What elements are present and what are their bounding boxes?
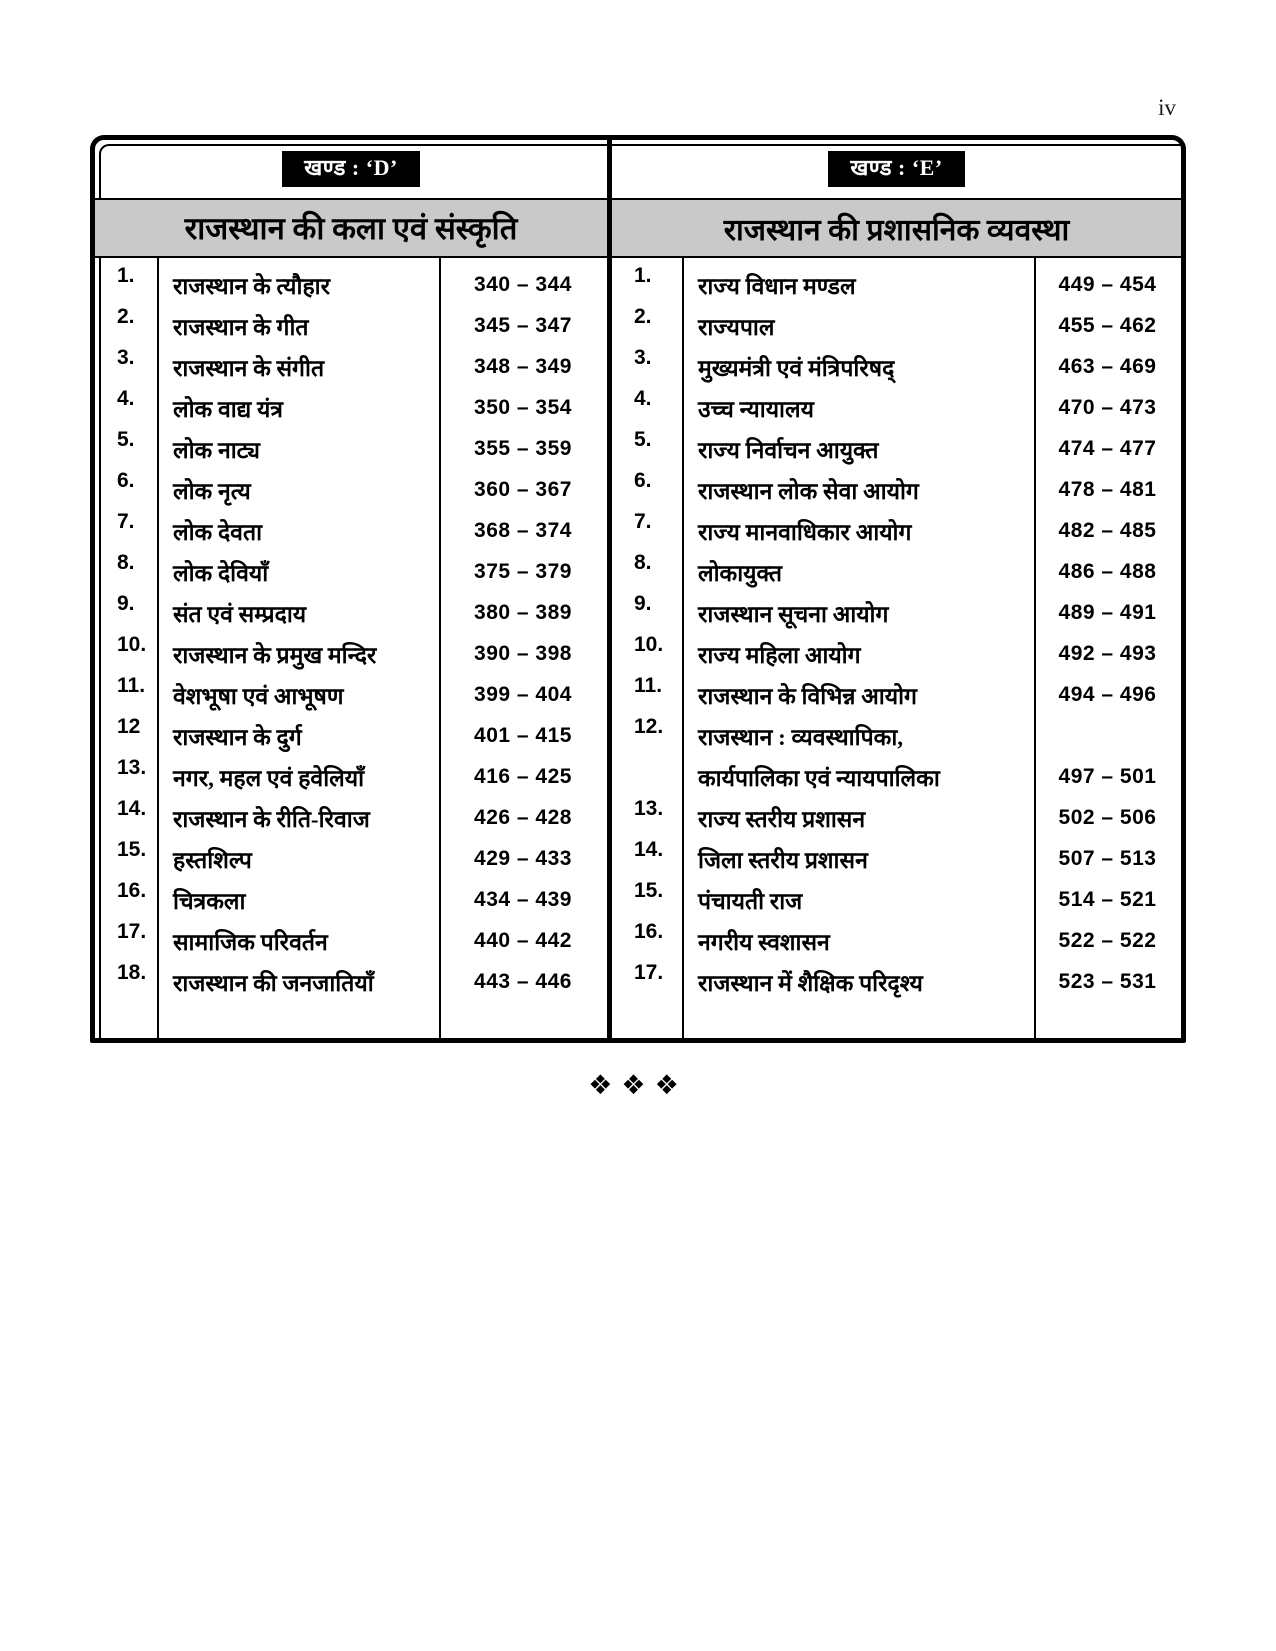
row-page-range: 440 – 442 (474, 928, 572, 952)
table-row[interactable] (95, 674, 607, 715)
table-row[interactable] (95, 469, 607, 510)
row-number: 8. (117, 551, 135, 574)
row-page-range: 426 – 428 (474, 805, 572, 829)
row-page-range: 399 – 404 (474, 682, 572, 706)
table-row[interactable] (95, 633, 607, 674)
row-number: 5. (634, 428, 652, 451)
khand-d-title: राजस्थान की कला एवं संस्कृति (95, 198, 607, 258)
row-chapter-title[interactable]: राजस्थान के प्रमुख मन्दिर (173, 642, 377, 668)
table-row[interactable] (612, 674, 1181, 715)
row-number: 15. (117, 838, 147, 861)
table-row[interactable] (612, 715, 1181, 756)
row-number: 4. (117, 387, 135, 410)
khand-d-badge-row (95, 140, 607, 198)
row-chapter-title[interactable]: मुख्यमंत्री एवं मंत्रिपरिषद् (698, 355, 895, 381)
row-number: 8. (634, 551, 652, 574)
row-chapter-title[interactable]: राजस्थान लोक सेवा आयोग (698, 478, 919, 504)
row-chapter-title[interactable]: राजस्थान के संगीत (173, 355, 325, 381)
table-row[interactable] (612, 838, 1181, 879)
table-row[interactable] (612, 592, 1181, 633)
table-row[interactable] (95, 551, 607, 592)
row-page-range: 375 – 379 (474, 559, 572, 583)
row-number: 1. (117, 264, 135, 287)
row-chapter-title[interactable]: राज्य महिला आयोग (698, 642, 861, 668)
row-page-range: 368 – 374 (474, 518, 572, 542)
table-row[interactable] (95, 879, 607, 920)
table-row[interactable] (95, 346, 607, 387)
khand-e-badge: खण्ड : ‘E’ (828, 151, 964, 186)
row-page-range: 355 – 359 (474, 436, 572, 460)
row-page-range: 390 – 398 (474, 641, 572, 665)
row-chapter-title[interactable]: संत एवं सम्प्रदाय (173, 601, 307, 627)
row-number: 11. (117, 674, 146, 697)
row-number: 12 (117, 715, 141, 738)
table-row[interactable] (95, 592, 607, 633)
row-number: 4. (634, 387, 652, 410)
row-number: 10. (117, 633, 147, 656)
row-chapter-title[interactable]: सामाजिक परिवर्तन (173, 929, 328, 955)
row-chapter-title[interactable]: चित्रकला (173, 888, 246, 914)
table-row[interactable] (612, 633, 1181, 674)
row-number: 3. (117, 346, 135, 369)
row-chapter-title[interactable]: लोक देवियाँ (173, 560, 269, 586)
table-row[interactable] (612, 797, 1181, 838)
row-chapter-title[interactable]: नगर, महल एवं हवेलियाँ (173, 765, 365, 791)
table-row[interactable] (612, 879, 1181, 920)
row-chapter-title[interactable]: राजस्थान की जनजातियाँ (173, 970, 374, 996)
row-page-range: 434 – 439 (474, 887, 572, 911)
row-page-range: 345 – 347 (474, 313, 572, 337)
row-chapter-title[interactable]: राजस्थान के विभिन्न आयोग (698, 683, 917, 709)
row-page-range: 350 – 354 (474, 395, 572, 419)
row-number: 13. (117, 756, 147, 779)
table-row[interactable] (612, 469, 1181, 510)
row-page-range: 514 – 521 (1058, 887, 1157, 911)
row-number: 7. (117, 510, 135, 533)
row-chapter-title[interactable]: राजस्थान के दुर्ग (173, 724, 302, 750)
row-number: 1. (634, 264, 652, 287)
page-folio: iv (1158, 95, 1176, 120)
row-number: 16. (117, 879, 147, 902)
row-page-range: 449 – 454 (1058, 272, 1157, 296)
row-number: 3. (634, 346, 652, 369)
row-number: 9. (634, 592, 652, 615)
row-page-range: 401 – 415 (474, 723, 572, 747)
row-page-range: 497 – 501 (1058, 764, 1157, 788)
table-row[interactable] (612, 346, 1181, 387)
row-page-range: 482 – 485 (1058, 518, 1157, 542)
row-chapter-title[interactable]: हस्तशिल्प (173, 847, 252, 873)
table-row[interactable] (95, 428, 607, 469)
row-number: 12. (634, 715, 664, 738)
row-chapter-title[interactable]: कार्यपालिका एवं न्यायपालिका (698, 765, 940, 791)
table-row[interactable] (612, 551, 1181, 592)
row-number: 18. (117, 961, 147, 984)
table-row[interactable] (612, 264, 1181, 305)
khand-e-rows (612, 258, 1181, 1038)
row-chapter-title[interactable]: नगरीय स्वशासन (698, 929, 830, 955)
contents-columns (95, 140, 1181, 1038)
table-row[interactable] (95, 387, 607, 428)
bottom-ornament: ❖❖❖ (588, 1070, 688, 1101)
row-number: 5. (117, 428, 135, 451)
row-page-range: 522 – 522 (1058, 928, 1157, 952)
row-number: 7. (634, 510, 652, 533)
row-page-range: 502 – 506 (1058, 805, 1157, 829)
row-chapter-title[interactable]: राज्य निर्वाचन आयुक्त (698, 437, 879, 463)
table-row[interactable] (95, 756, 607, 797)
row-number: 10. (634, 633, 664, 656)
row-chapter-title[interactable]: उच्च न्यायालय (698, 396, 814, 422)
row-number: 2. (634, 305, 652, 328)
row-number: 16. (634, 920, 664, 943)
row-number: 15. (634, 879, 664, 902)
row-page-range: 489 – 491 (1058, 600, 1157, 624)
row-chapter-title[interactable]: जिला स्तरीय प्रशासन (698, 847, 868, 873)
table-row[interactable] (95, 961, 607, 1002)
row-page-range: 416 – 425 (474, 764, 572, 788)
row-chapter-title[interactable]: राजस्थान के त्यौहार (173, 273, 331, 299)
row-chapter-title[interactable]: वेशभूषा एवं आभूषण (173, 683, 344, 709)
row-page-range: 494 – 496 (1058, 682, 1157, 706)
khand-d-rows (95, 258, 607, 1038)
row-chapter-title[interactable]: लोक देवता (173, 519, 263, 545)
row-page-range: 348 – 349 (474, 354, 572, 378)
row-page-range: 360 – 367 (474, 477, 572, 501)
row-number: 14. (634, 838, 664, 861)
table-row[interactable] (95, 838, 607, 879)
table-row[interactable] (612, 428, 1181, 469)
row-page-range: 478 – 481 (1058, 477, 1157, 501)
row-chapter-title[interactable]: राज्यपाल (698, 314, 775, 340)
row-number: 2. (117, 305, 135, 328)
table-row[interactable] (95, 264, 607, 305)
khand-d-badge: खण्ड : ‘D’ (282, 151, 420, 186)
table-row[interactable] (612, 920, 1181, 961)
row-chapter-title[interactable]: राज्य स्तरीय प्रशासन (698, 806, 866, 832)
row-chapter-title[interactable]: लोकायुक्त (698, 560, 782, 586)
row-page-range: 443 – 446 (474, 969, 572, 993)
table-row[interactable] (95, 305, 607, 346)
row-page-range: 455 – 462 (1058, 313, 1157, 337)
khand-e-badge-row (612, 140, 1181, 198)
row-number: 9. (117, 592, 135, 615)
row-page-range: 429 – 433 (474, 846, 572, 870)
row-chapter-title[interactable]: राज्य मानवाधिकार आयोग (698, 519, 912, 545)
row-number: 11. (634, 674, 663, 697)
khand-e-title: राजस्थान की प्रशासनिक व्यवस्था (612, 198, 1181, 258)
contents-table-frame (90, 135, 1186, 1043)
row-chapter-title[interactable]: लोक नृत्य (173, 478, 251, 504)
row-chapter-title[interactable]: लोक नाट्य (173, 437, 261, 463)
row-number: 14. (117, 797, 147, 820)
row-chapter-title[interactable]: राजस्थान में शैक्षिक परिदृश्य (698, 970, 923, 996)
row-page-range: 463 – 469 (1058, 354, 1157, 378)
row-chapter-title[interactable]: राज्य विधान मण्डल (698, 273, 856, 299)
row-page-range: 470 – 473 (1058, 395, 1157, 419)
row-page-range: 474 – 477 (1058, 436, 1157, 460)
row-chapter-title[interactable]: लोक वाद्य यंत्र (173, 396, 283, 422)
table-row[interactable] (612, 387, 1181, 428)
row-page-range (1034, 715, 1181, 756)
row-number: 6. (117, 469, 135, 492)
row-number: 17. (117, 920, 147, 943)
table-row[interactable] (612, 305, 1181, 346)
row-page-range: 380 – 389 (474, 600, 572, 624)
table-row[interactable] (95, 797, 607, 838)
row-number: 17. (634, 961, 664, 984)
row-page-range: 523 – 531 (1058, 969, 1157, 993)
row-chapter-title[interactable]: राजस्थान सूचना आयोग (698, 601, 889, 627)
row-page-range: 486 – 488 (1058, 559, 1157, 583)
table-row[interactable] (95, 510, 607, 551)
row-page-range: 492 – 493 (1058, 641, 1157, 665)
table-row[interactable] (95, 920, 607, 961)
row-page-range: 507 – 513 (1058, 846, 1157, 870)
section-khand-e (607, 140, 1181, 1038)
row-chapter-title[interactable]: राजस्थान के गीत (173, 314, 309, 340)
row-chapter-title[interactable]: राजस्थान : व्यवस्थापिका, (698, 724, 904, 750)
row-chapter-title[interactable]: राजस्थान के रीति-रिवाज (173, 806, 370, 832)
table-row[interactable] (95, 715, 607, 756)
row-chapter-title[interactable]: पंचायती राज (698, 888, 803, 914)
row-number: 6. (634, 469, 652, 492)
section-khand-d (95, 140, 607, 1038)
row-page-range: 340 – 344 (474, 272, 572, 296)
table-row[interactable] (612, 756, 1181, 797)
table-row[interactable] (612, 510, 1181, 551)
table-row[interactable] (612, 961, 1181, 1002)
row-number: 13. (634, 797, 664, 820)
